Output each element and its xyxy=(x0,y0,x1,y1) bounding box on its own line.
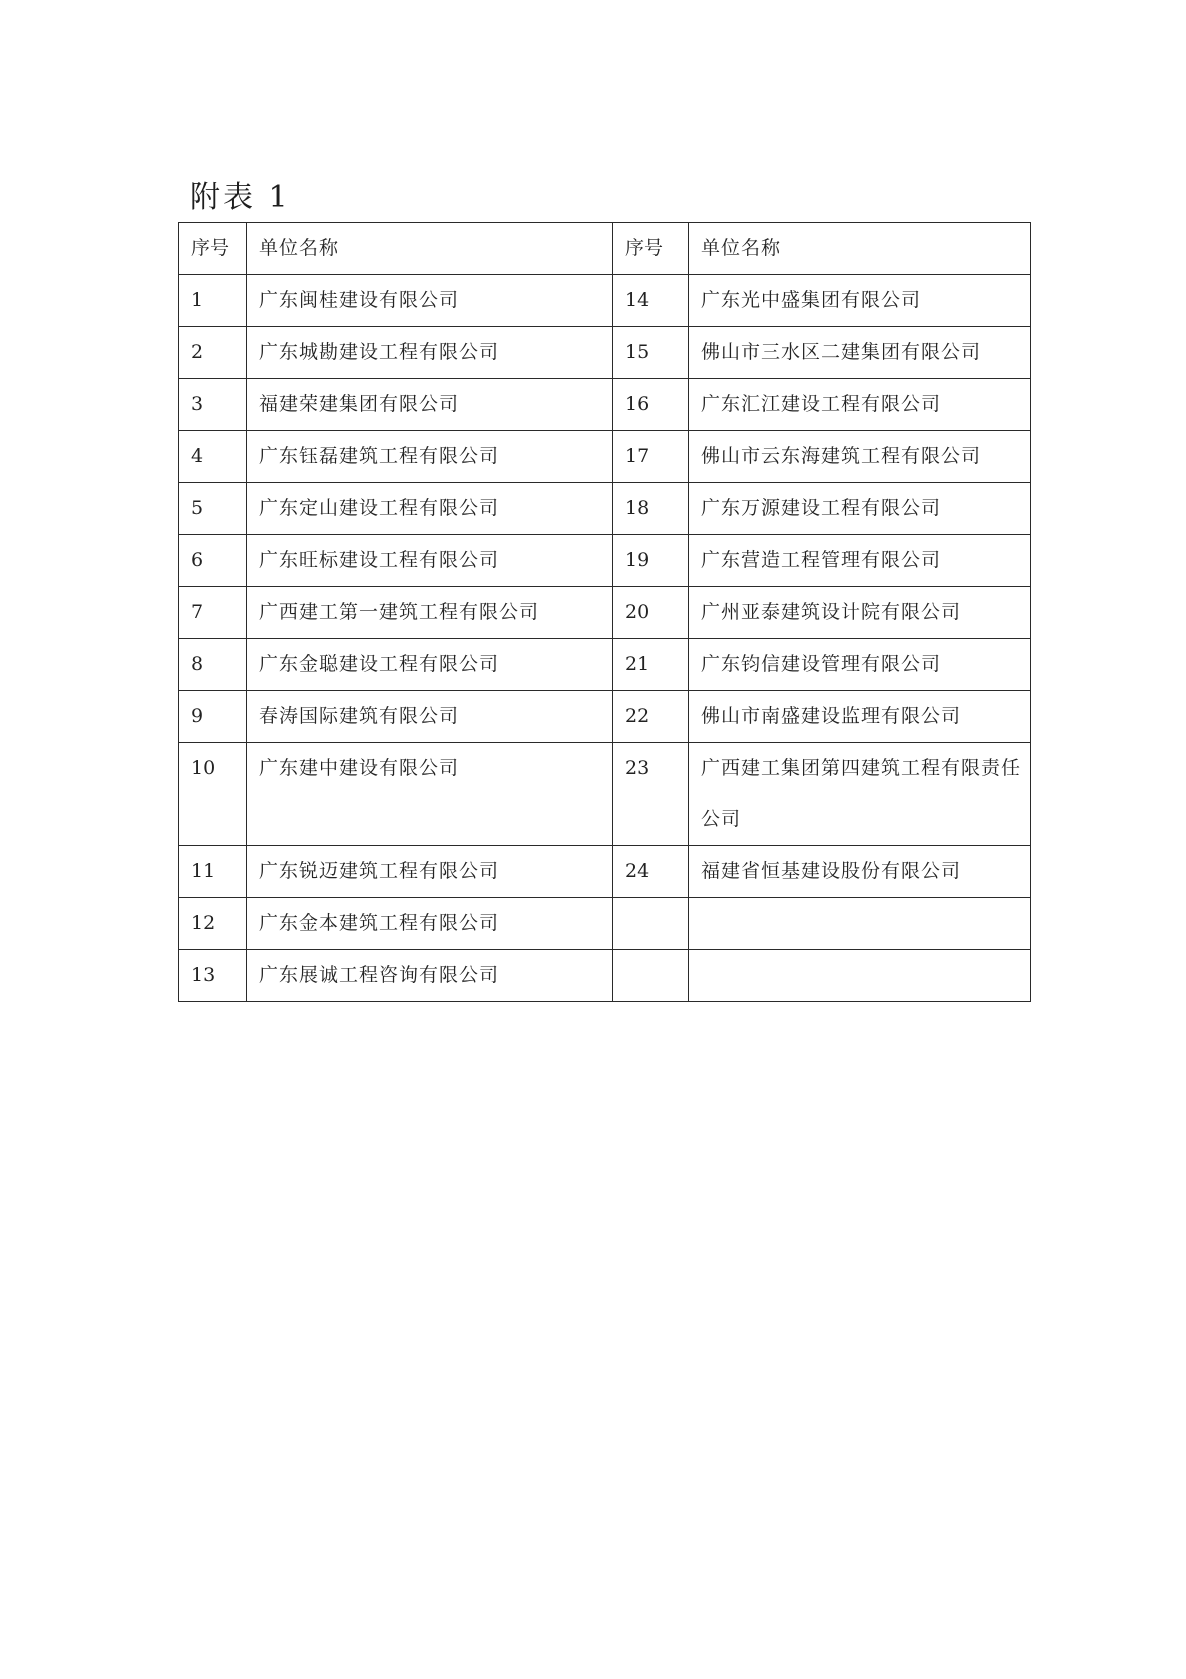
company-name-cell: 广东钧信建设管理有限公司 xyxy=(689,639,1031,691)
serial-cell: 17 xyxy=(613,431,689,483)
company-table xyxy=(178,222,1031,1002)
table-row xyxy=(179,639,1031,691)
serial-cell: 3 xyxy=(179,379,247,431)
company-name-cell xyxy=(689,898,1031,950)
header-name-right: 单位名称 xyxy=(689,223,1031,275)
table-row xyxy=(179,898,1031,950)
company-name-cell: 广西建工集团第四建筑工程有限责任公司 xyxy=(689,743,1031,846)
table-row xyxy=(179,846,1031,898)
serial-cell: 6 xyxy=(179,535,247,587)
serial-cell: 13 xyxy=(179,950,247,1002)
serial-cell: 10 xyxy=(179,743,247,846)
serial-cell: 22 xyxy=(613,691,689,743)
serial-cell: 18 xyxy=(613,483,689,535)
table-row xyxy=(179,950,1031,1002)
serial-cell xyxy=(613,950,689,1002)
company-name-cell: 广东光中盛集团有限公司 xyxy=(689,275,1031,327)
company-name-cell: 广东城勘建设工程有限公司 xyxy=(247,327,613,379)
table-row xyxy=(179,587,1031,639)
table-row xyxy=(179,743,1031,846)
company-name-cell: 佛山市三水区二建集团有限公司 xyxy=(689,327,1031,379)
table-row xyxy=(179,327,1031,379)
table-header-row xyxy=(179,223,1031,275)
serial-cell: 16 xyxy=(613,379,689,431)
company-name-cell: 福建省恒基建设股份有限公司 xyxy=(689,846,1031,898)
serial-cell: 15 xyxy=(613,327,689,379)
table-row xyxy=(179,483,1031,535)
serial-cell: 23 xyxy=(613,743,689,846)
serial-cell: 19 xyxy=(613,535,689,587)
table-row xyxy=(179,691,1031,743)
serial-cell: 4 xyxy=(179,431,247,483)
document-title: 附表 1 xyxy=(190,180,291,215)
company-name-cell: 广东定山建设工程有限公司 xyxy=(247,483,613,535)
header-serial-left: 序号 xyxy=(179,223,247,275)
company-name-cell: 广东旺标建设工程有限公司 xyxy=(247,535,613,587)
company-name-cell xyxy=(689,950,1031,1002)
company-name-cell: 广东汇江建设工程有限公司 xyxy=(689,379,1031,431)
serial-cell: 1 xyxy=(179,275,247,327)
company-name-cell: 广东钰磊建筑工程有限公司 xyxy=(247,431,613,483)
company-name-cell: 广西建工第一建筑工程有限公司 xyxy=(247,587,613,639)
company-name-cell: 广东闽桂建设有限公司 xyxy=(247,275,613,327)
serial-cell: 11 xyxy=(179,846,247,898)
company-name-cell: 广东金聪建设工程有限公司 xyxy=(247,639,613,691)
serial-cell: 12 xyxy=(179,898,247,950)
company-name-cell: 佛山市南盛建设监理有限公司 xyxy=(689,691,1031,743)
table-row xyxy=(179,379,1031,431)
header-name-left: 单位名称 xyxy=(247,223,613,275)
serial-cell: 20 xyxy=(613,587,689,639)
serial-cell: 9 xyxy=(179,691,247,743)
company-name-cell: 广东锐迈建筑工程有限公司 xyxy=(247,846,613,898)
serial-cell: 7 xyxy=(179,587,247,639)
company-name-cell: 广东展诚工程咨询有限公司 xyxy=(247,950,613,1002)
company-name-cell: 广东营造工程管理有限公司 xyxy=(689,535,1031,587)
company-name-cell: 佛山市云东海建筑工程有限公司 xyxy=(689,431,1031,483)
serial-cell: 14 xyxy=(613,275,689,327)
header-serial-right: 序号 xyxy=(613,223,689,275)
serial-cell: 21 xyxy=(613,639,689,691)
company-name-cell: 广州亚泰建筑设计院有限公司 xyxy=(689,587,1031,639)
table-row xyxy=(179,535,1031,587)
serial-cell: 24 xyxy=(613,846,689,898)
company-name-cell: 广东建中建设有限公司 xyxy=(247,743,613,846)
serial-cell: 2 xyxy=(179,327,247,379)
serial-cell: 5 xyxy=(179,483,247,535)
company-name-cell: 春涛国际建筑有限公司 xyxy=(247,691,613,743)
company-name-cell: 福建荣建集团有限公司 xyxy=(247,379,613,431)
serial-cell xyxy=(613,898,689,950)
serial-cell: 8 xyxy=(179,639,247,691)
company-name-cell: 广东金本建筑工程有限公司 xyxy=(247,898,613,950)
table-row xyxy=(179,431,1031,483)
table-row xyxy=(179,275,1031,327)
company-name-cell: 广东万源建设工程有限公司 xyxy=(689,483,1031,535)
